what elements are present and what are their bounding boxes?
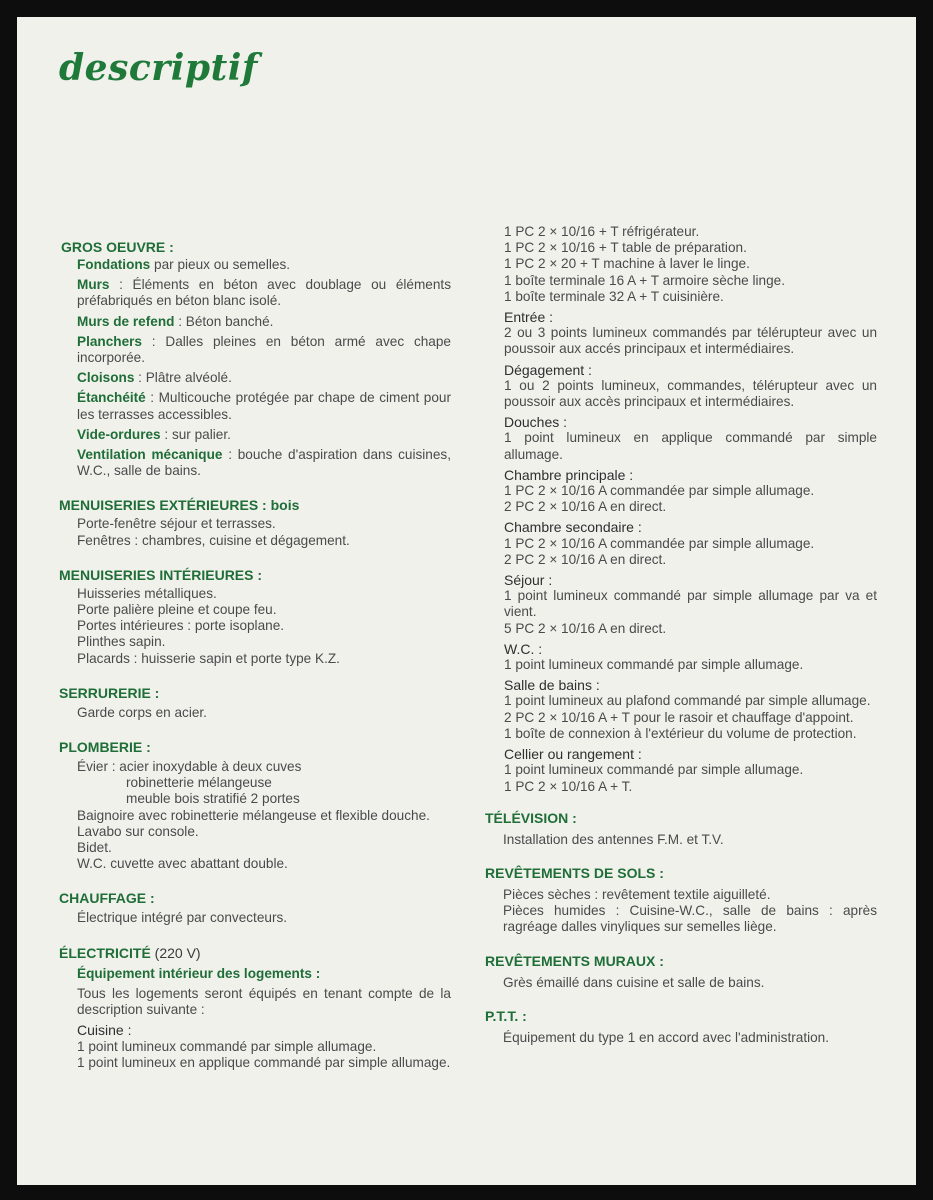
text-line: Lavabo sur console. bbox=[77, 823, 199, 839]
section-revetements-muraux bbox=[485, 952, 877, 991]
section-heading: CHAUFFAGE : bbox=[59, 890, 155, 907]
room-degagement bbox=[504, 362, 877, 411]
item-fondations: Fondations par pieux ou semelles. bbox=[77, 257, 291, 272]
item-cloisons: Cloisons : Plâtre alvéolé. bbox=[77, 370, 232, 386]
text-line: 1 PC 2 × 20 + T machine à laver le linge. bbox=[504, 256, 750, 272]
text-line: 2 PC 2 × 10/16 A en direct. bbox=[504, 551, 667, 567]
text-line: Pièces sèches : revêtement textile aiguilleté. bbox=[503, 886, 771, 902]
text-line: 1 ou 2 points lumineux, commandes, télérupteur avec un poussoir aux accès principaux et intermédiaires. bbox=[504, 377, 877, 410]
item-ventilation: Ventilation mécanique : bouche d'aspiration dans cuisines, W.C., salle de bains. bbox=[77, 447, 451, 479]
item-etancheite: Étanchéité : Multicouche protégée par chape de ciment pour les terrasses accessibles. bbox=[77, 390, 451, 422]
item-murs-de-refend: Murs de refend : Béton banché. bbox=[77, 313, 274, 329]
text-line: Portes intérieures : porte isoplane. bbox=[77, 618, 285, 634]
text-line: Installation des antennes F.M. et T.V. bbox=[503, 831, 724, 847]
text-line: 1 point lumineux commandé par simple allumage. bbox=[504, 762, 804, 778]
room-label: Cuisine : bbox=[77, 1022, 132, 1039]
text-line: robinetterie mélangeuse bbox=[126, 775, 272, 791]
text-line: Porte-fenêtre séjour et terrasses. bbox=[77, 516, 276, 532]
text-line: 1 boîte terminale 16 A + T armoire sèche linge. bbox=[504, 272, 785, 288]
text-line: Garde corps en acier. bbox=[77, 704, 207, 720]
room-entree bbox=[504, 309, 877, 358]
text-line: Pièces humides : Cuisine-W.C., salle de bains : après ragréage dalles vinyliques sur semelles liège. bbox=[503, 903, 877, 935]
room-label: Dégagement : bbox=[504, 361, 592, 378]
text-line: Évier : acier inoxydable à deux cuves bbox=[77, 759, 302, 775]
text-line: 5 PC 2 × 10/16 A en direct. bbox=[504, 620, 667, 636]
section-heading: SERRURERIE : bbox=[59, 684, 160, 701]
document-page bbox=[17, 17, 916, 1185]
text-line: 1 PC 2 × 10/16 + T réfrigérateur. bbox=[504, 224, 700, 239]
section-plomberie bbox=[59, 738, 451, 872]
text-line: Plinthes sapin. bbox=[77, 634, 166, 650]
text-line: Bidet. bbox=[77, 840, 112, 856]
room-label: Salle de bains : bbox=[504, 677, 600, 694]
text-line: 2 PC 2 × 10/16 A + T pour le rasoir et chauffage d'appoint. bbox=[504, 709, 854, 725]
item-vide-ordures: Vide-ordures : sur palier. bbox=[77, 426, 231, 442]
room-label: Douches : bbox=[504, 414, 568, 431]
room-salle-de-bains bbox=[504, 677, 877, 742]
room-label: Entrée : bbox=[504, 309, 554, 326]
text-line: Baignoire avec robinetterie mélangeuse et flexible douche. bbox=[77, 807, 430, 823]
section-television bbox=[485, 809, 877, 848]
room-label: Chambre principale : bbox=[504, 466, 634, 483]
room-chambre-principale bbox=[504, 467, 877, 516]
text-line: Placards : huisserie sapin et porte type K.Z. bbox=[77, 650, 340, 666]
room-sejour bbox=[504, 572, 877, 637]
text-line: 1 boîte terminale 32 A + T cuisinière. bbox=[504, 288, 724, 304]
section-heading: TÉLÉVISION : bbox=[485, 809, 577, 826]
section-heading: REVÊTEMENTS DE SOLS : bbox=[485, 864, 664, 881]
text-line: W.C. cuvette avec abattant double. bbox=[77, 856, 288, 872]
section-heading: MENUISERIES EXTÉRIEURES : bois bbox=[59, 497, 300, 514]
page-title: descriptif bbox=[59, 47, 258, 89]
section-chauffage bbox=[59, 889, 451, 926]
text-line: Électrique intégré par convecteurs. bbox=[77, 910, 288, 926]
text-line: 1 PC 2 × 10/16 + T table de préparation. bbox=[504, 240, 747, 256]
room-wc bbox=[504, 641, 877, 673]
text-line: 1 PC 2 × 10/16 A commandée par simple allumage. bbox=[504, 483, 815, 499]
text-line: 1 point lumineux au plafond commandé par simple allumage. bbox=[504, 693, 871, 709]
text-line: 1 point lumineux commandé par simple allumage. bbox=[504, 657, 804, 673]
section-electricite bbox=[59, 944, 451, 1071]
text-line: Tous les logements seront équipés en tenant compte de la description suivante : bbox=[77, 985, 451, 1018]
section-revetements-sols bbox=[485, 864, 877, 936]
section-gros-oeuvre bbox=[59, 238, 451, 479]
section-menuiseries-exterieures bbox=[59, 496, 451, 548]
text-line: 2 ou 3 points lumineux commandés par télérupteur avec un poussoir aux accés principaux et intermédiaires. bbox=[504, 325, 877, 357]
text-line: 1 point lumineux en applique commandé par simple allumage. bbox=[77, 1054, 451, 1070]
section-heading: PLOMBERIE : bbox=[59, 739, 151, 756]
section-heading: GROS OEUVRE : bbox=[61, 239, 174, 255]
room-chambre-secondaire bbox=[504, 519, 877, 568]
text-line: 1 point lumineux en applique commandé par simple allumage. bbox=[504, 430, 877, 462]
section-heading: ÉLECTRICITÉ (220 V) bbox=[59, 944, 201, 961]
text-line: Porte palière pleine et coupe feu. bbox=[77, 602, 277, 618]
text-line: meuble bois stratifié 2 portes bbox=[126, 791, 300, 807]
subheading: Équipement intérieur des logements : bbox=[77, 965, 321, 981]
rooms-list bbox=[485, 309, 877, 795]
text-line: 1 boîte de connexion à l'extérieur du volume de protection. bbox=[504, 725, 857, 741]
section-heading: P.T.T. : bbox=[485, 1007, 527, 1024]
text-line: 1 PC 2 × 10/16 A commandée par simple allumage. bbox=[504, 535, 815, 551]
text-line: 2 PC 2 × 10/16 A en direct. bbox=[504, 499, 667, 515]
section-ptt bbox=[485, 1007, 877, 1046]
room-label: Cellier ou rangement : bbox=[504, 746, 642, 763]
right-column bbox=[485, 224, 877, 1046]
text-line: 1 point lumineux commandé par simple allumage. bbox=[77, 1038, 377, 1054]
item-planchers: Planchers : Dalles pleines en béton armé avec chape incorporée. bbox=[77, 333, 451, 366]
text-line: Équipement du type 1 en accord avec l'administration. bbox=[503, 1029, 830, 1045]
left-column bbox=[59, 222, 451, 1071]
section-heading: MENUISERIES INTÉRIEURES : bbox=[59, 566, 263, 583]
item-murs: Murs : Éléments en béton avec doublage ou éléments préfabriqués en béton blanc isolé. bbox=[77, 277, 451, 309]
text-line: 1 PC 2 × 10/16 A + T. bbox=[504, 778, 633, 794]
room-cellier bbox=[504, 746, 877, 795]
text-line: Huisseries métalliques. bbox=[77, 585, 217, 601]
text-line: 1 point lumineux commandé par simple allumage par va et vient. bbox=[504, 588, 877, 620]
room-label: Séjour : bbox=[504, 572, 553, 589]
text-line: Fenêtres : chambres, cuisine et dégagement. bbox=[77, 532, 350, 548]
room-label: W.C. : bbox=[504, 640, 543, 657]
section-menuiseries-interieures bbox=[59, 566, 451, 667]
section-serrurerie bbox=[59, 684, 451, 721]
cuisine-continued bbox=[485, 224, 877, 305]
text-line: Grès émaillé dans cuisine et salle de bains. bbox=[503, 974, 765, 990]
section-heading: REVÊTEMENTS MURAUX : bbox=[485, 952, 664, 969]
room-label: Chambre secondaire : bbox=[504, 519, 642, 536]
room-douches bbox=[504, 414, 877, 463]
